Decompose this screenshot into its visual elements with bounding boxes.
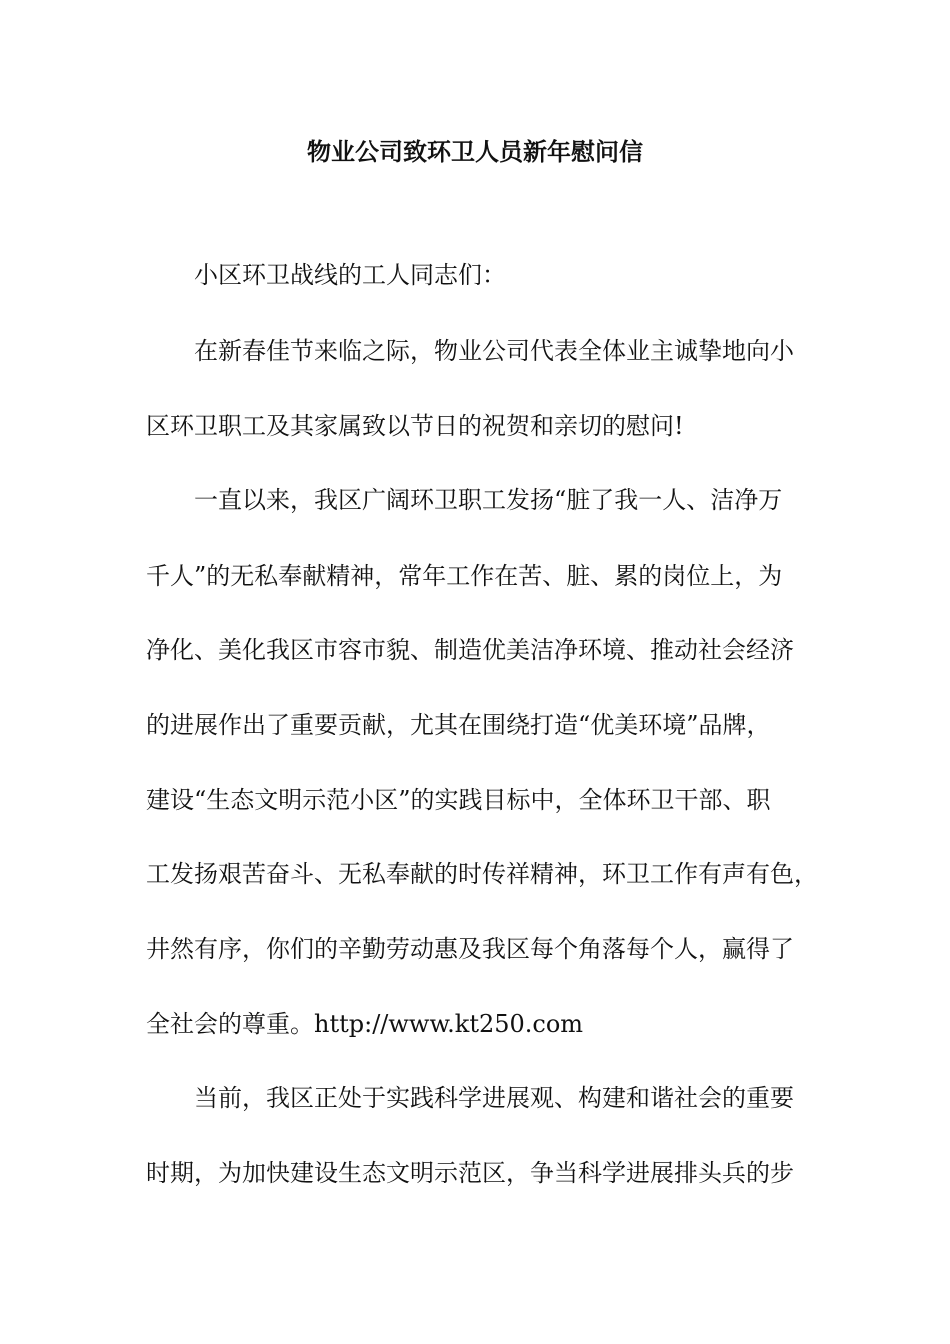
body-line: 一直以来，我区广阔环卫职工发扬“脏了我一人、洁净万 [194,486,783,514]
body-line: 区环卫职工及其家属致以节日的祝贺和亲切的慰问! [146,412,684,440]
salutation-line: 小区环卫战线的工人同志们： [194,261,506,289]
body-line: 工发扬艰苦奋斗、无私奉献的时传祥精神，环卫工作有声有色， [146,860,818,888]
body-line: 千人”的无私奉献精神，常年工作在苦、脏、累的岗位上，为 [146,562,783,590]
document-title: 物业公司致环卫人员新年慰问信 [307,137,643,166]
body-line: 在新春佳节来临之际，物业公司代表全体业主诚挚地向小 [194,337,794,365]
body-line: 当前，我区正处于实践科学进展观、构建和谐社会的重要 [194,1084,794,1112]
body-line: 建设“生态文明示范小区”的实践目标中，全体环卫干部、职 [146,786,771,814]
body-line: 净化、美化我区市容市貌、制造优美洁净环境、推动社会经济 [146,636,794,664]
body-line: 时期，为加快建设生态文明示范区，争当科学进展排头兵的步 [146,1159,794,1187]
body-line: 井然有序，你们的辛勤劳动惠及我区每个角落每个人，赢得了 [146,935,794,963]
body-line: 的进展作出了重要贡献，尤其在围绕打造“优美环境”品牌， [146,711,771,739]
body-line: 全社会的尊重。http://www.kt250.com [146,1010,584,1038]
